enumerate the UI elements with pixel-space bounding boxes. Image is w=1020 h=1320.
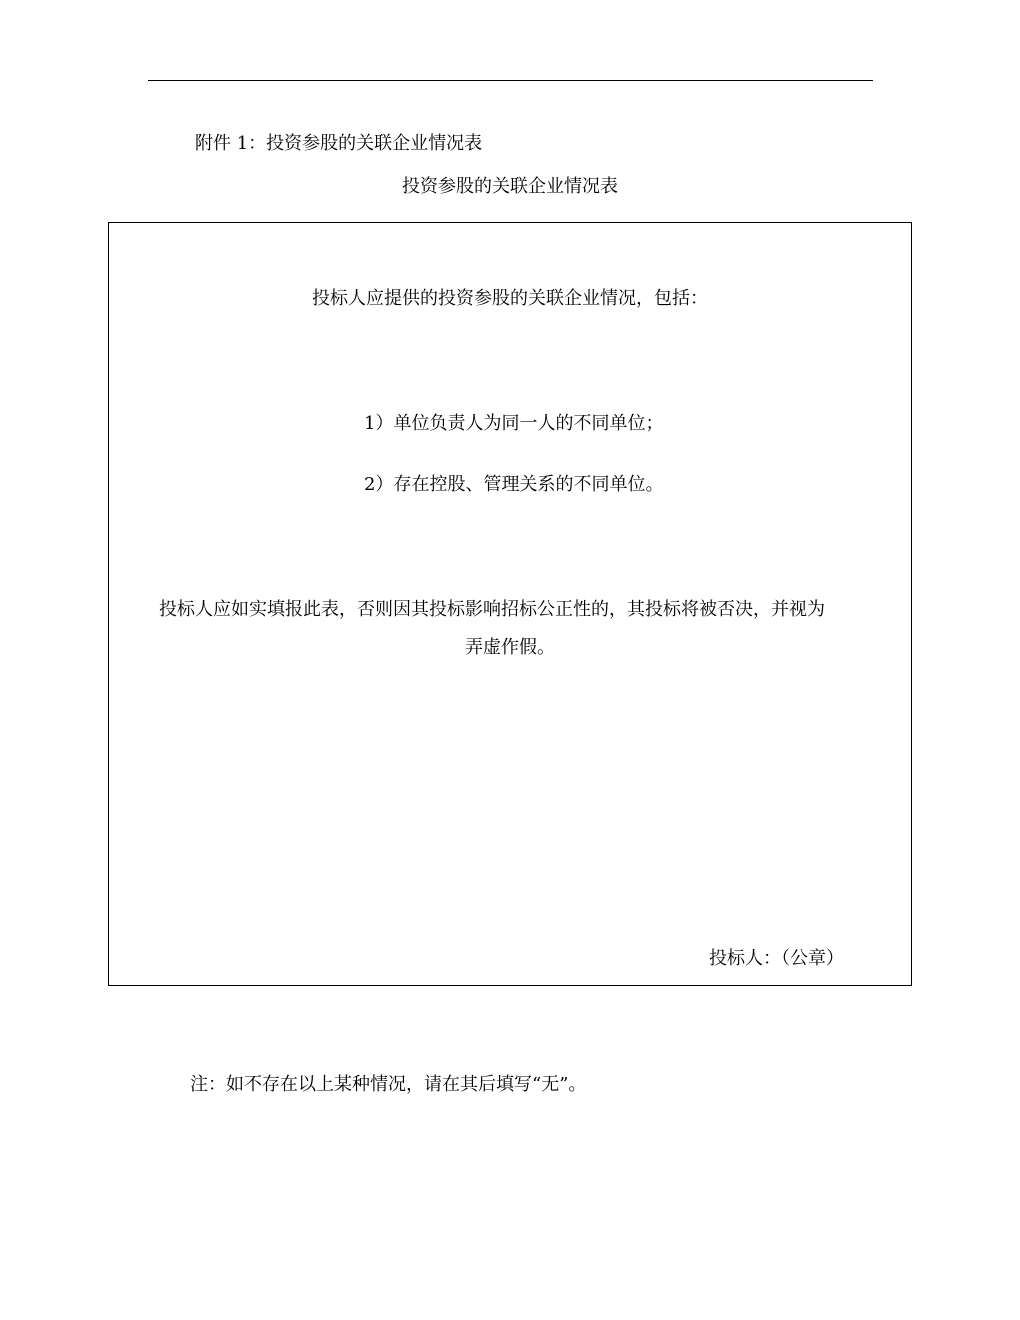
table-title: 投资参股的关联企业情况表 — [402, 176, 618, 197]
list-item: 2）存在控股、管理关系的不同单位。 — [364, 474, 664, 495]
warning-text-line2: 弄虚作假。 — [465, 637, 555, 658]
attachment-label: 附件 1：投资参股的关联企业情况表 — [195, 133, 483, 154]
header-rule — [148, 80, 873, 81]
footnote: 注：如不存在以上某种情况，请在其后填写“无”。 — [190, 1074, 587, 1095]
list-item: 1）单位负责人为同一人的不同单位； — [364, 413, 664, 434]
form-box — [108, 222, 912, 986]
warning-text-line1: 投标人应如实填报此表，否则因其投标影响招标公正性的，其投标将被否决，并视为 — [159, 599, 825, 620]
signature-line: 投标人：（公章） — [709, 948, 844, 969]
form-intro: 投标人应提供的投资参股的关联企业情况，包括： — [312, 288, 708, 309]
